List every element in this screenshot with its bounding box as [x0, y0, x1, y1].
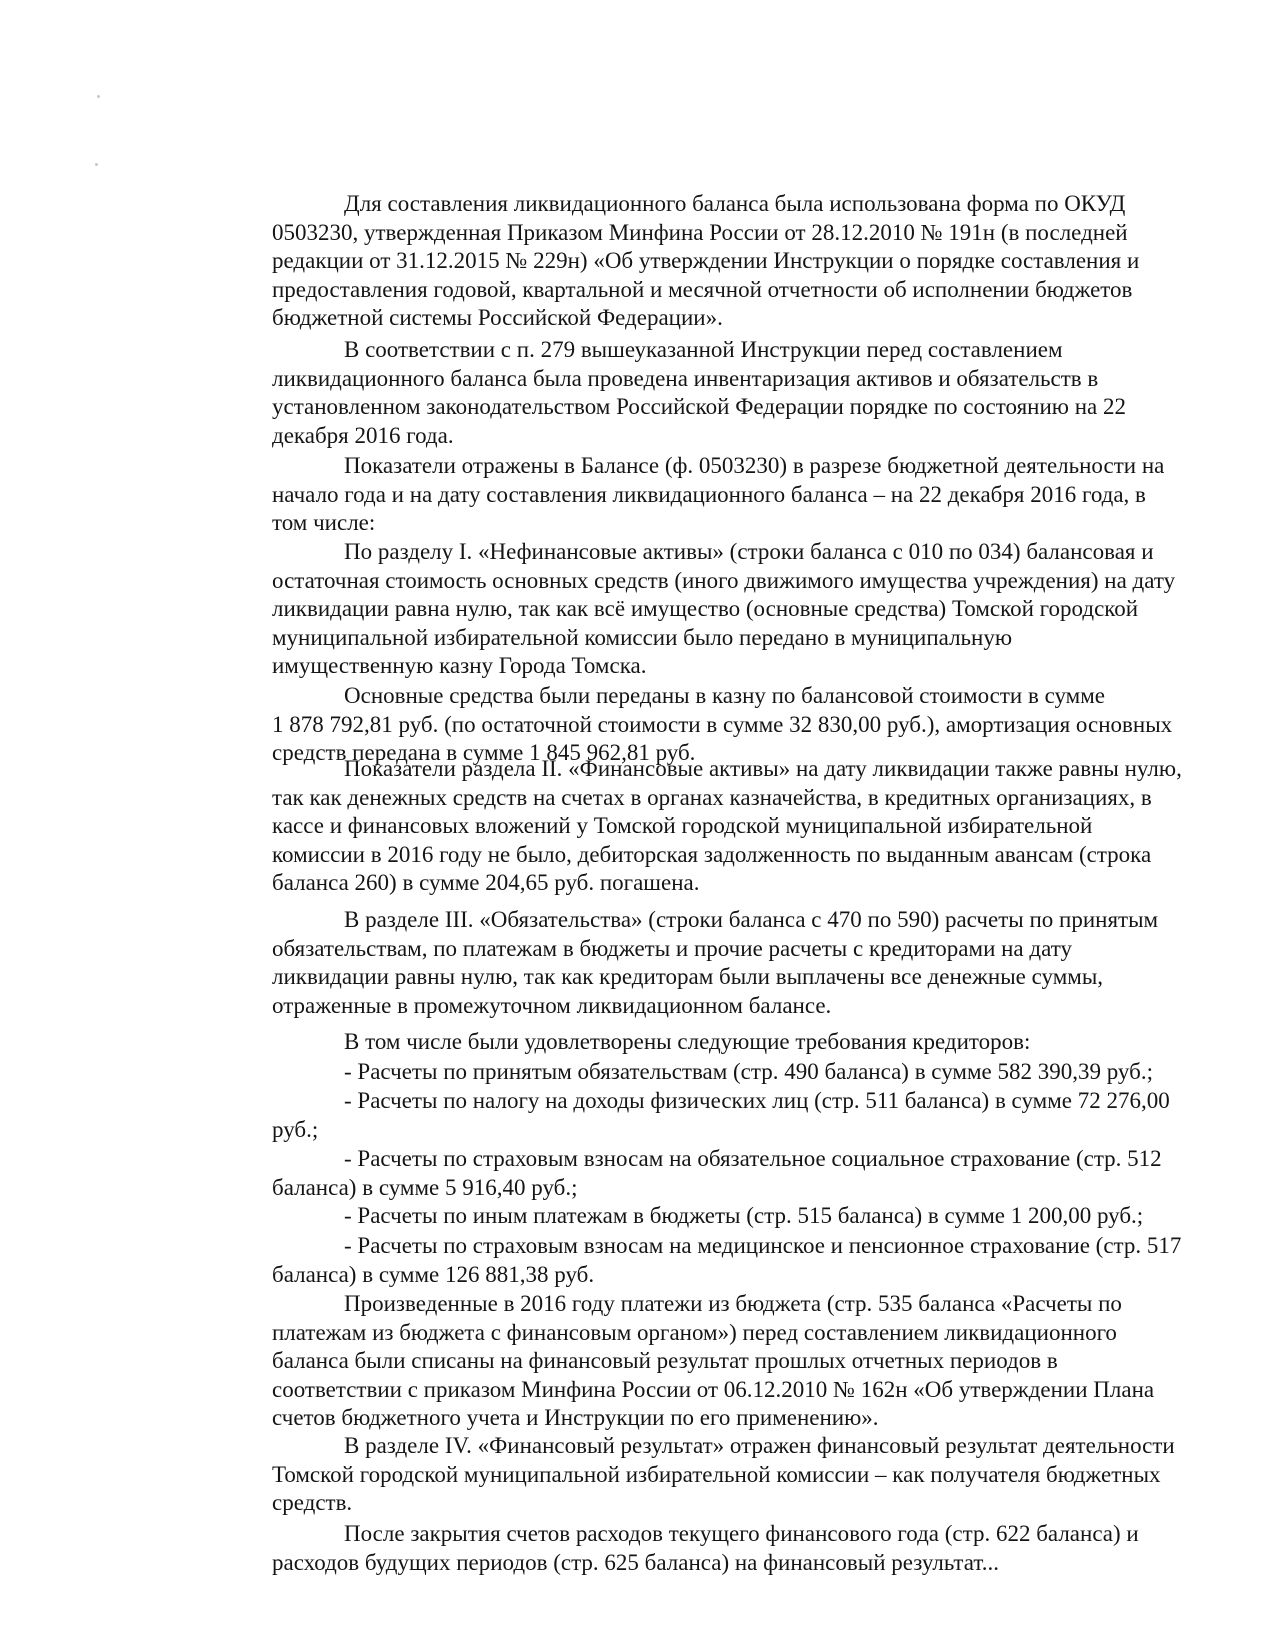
- text-line: - Расчеты по страховым взносам на обязательное социальное страхование (стр. 512: [344, 1146, 1162, 1171]
- text-line: 1 878 792,81 руб. (по остаточной стоимости в сумме 32 830,00 руб.), амортизация основных: [272, 711, 1173, 737]
- paragraph: [272, 190, 1272, 333]
- text-line: Показатели отражены в Балансе (ф. 0503230) в разрезе бюджетной деятельности на: [344, 453, 1165, 478]
- text-line: кассе и финансовых вложений у Томской городской муниципальной избирательной: [272, 813, 1093, 838]
- text-line: декабря 2016 года.: [272, 422, 454, 448]
- text-line: счетов бюджетного учета и Инструкции по его применению».: [272, 1405, 879, 1430]
- scan-speck: [95, 163, 98, 166]
- text-line: После закрытия счетов расходов текущего финансового года (стр. 622 баланса) и: [344, 1521, 1139, 1546]
- text-line: баланса) в сумме 126 881,38 руб.: [272, 1261, 595, 1287]
- paragraph: [272, 1028, 1272, 1057]
- paragraph: [272, 452, 1272, 538]
- paragraph: [272, 755, 1272, 898]
- text-line: баланса были списаны на финансовый результат прошлых отчетных периодов в: [272, 1348, 1058, 1373]
- text-line: В соответствии с п. 279 вышеуказанной Инструкции перед составлением: [344, 337, 1063, 362]
- text-line: установленном законодательством Российской Федерации порядке по состоянию на 22: [272, 394, 1126, 419]
- text-line: средств.: [272, 1490, 353, 1515]
- paragraph: [272, 1432, 1272, 1518]
- paragraph: [272, 336, 1272, 450]
- text-line: баланса) в сумме 5 916,40 руб.;: [272, 1174, 578, 1200]
- text-line: имущественную казну Города Томска.: [272, 653, 647, 678]
- paragraph: [272, 538, 1272, 681]
- text-line: редакции от 31.12.2015 № 229н) «Об утверждении Инструкции о порядке составления и: [272, 248, 1140, 273]
- paragraph: [272, 1290, 1272, 1433]
- paragraph: [272, 906, 1272, 1020]
- text-line: ликвидации равна нулю, так как всё имущество (основные средства) Томской городской: [272, 596, 1139, 621]
- text-line: начало года и на дату составления ликвидационного баланса – на 22 декабря 2016 года, в: [272, 481, 1146, 507]
- text-line: соответствии с приказом Минфина России от 06.12.2010 № 162н «Об утверждении Плана: [272, 1376, 1155, 1402]
- text-line: - Расчеты по принятым обязательствам (стр. 490 баланса) в сумме 582 390,39 руб.;: [344, 1059, 1153, 1084]
- text-line: Томской городской муниципальной избирательной комиссии – как получателя бюджетных: [272, 1461, 1161, 1487]
- text-line: - Расчеты по налогу на доходы физических лиц (стр. 511 баланса) в сумме 72 276,00: [344, 1088, 1170, 1113]
- text-line: Для составления ликвидационного баланса была использована форма по ОКУД: [344, 191, 1126, 216]
- text-line: платежам из бюджета с финансовым органом») перед составлением ликвидационного: [272, 1319, 1117, 1345]
- text-line: ликвидационного баланса была проведена инвентаризация активов и обязательств в: [272, 365, 1099, 391]
- text-line: Показатели раздела II. «Финансовые активы» на дату ликвидации также равны нулю,: [344, 756, 1182, 781]
- text-line: предоставления годовой, квартальной и месячной отчетности об исполнении бюджетов: [272, 276, 1133, 302]
- text-line: комиссии в 2016 году не было, дебиторская задолженность по выданным авансам (строка: [272, 841, 1152, 867]
- paragraph: [272, 1087, 1272, 1144]
- paragraph: [272, 1520, 1272, 1577]
- text-line: руб.;: [272, 1116, 319, 1142]
- text-line: - Расчеты по иным платежам в бюджеты (стр. 515 баланса) в сумме 1 200,00 руб.;: [344, 1203, 1144, 1228]
- scan-speck: [97, 95, 100, 98]
- text-line: муниципальной избирательной комиссии было передано в муниципальную: [272, 624, 1013, 650]
- text-line: отраженные в промежуточном ликвидационном балансе.: [272, 992, 832, 1018]
- text-line: Произведенные в 2016 году платежи из бюджета (стр. 535 баланса «Расчеты по: [344, 1291, 1122, 1316]
- text-line: обязательствам, по платежам в бюджеты и прочие расчеты с кредиторами на дату: [272, 935, 1072, 961]
- text-line: ликвидации равны нулю, так как кредиторам были выплачены все денежные суммы,: [272, 964, 1104, 989]
- text-line: Основные средства были переданы в казну по балансовой стоимости в сумме: [344, 683, 1105, 708]
- text-line: том числе:: [272, 510, 376, 535]
- paragraph: [272, 1232, 1272, 1289]
- text-line: В разделе IV. «Финансовый результат» отражен финансовый результат деятельности: [344, 1433, 1175, 1458]
- text-line: - Расчеты по страховым взносам на медицинское и пенсионное страхование (стр. 517: [344, 1233, 1182, 1258]
- text-line: По разделу I. «Нефинансовые активы» (строки баланса с 010 по 034) балансовая и: [344, 539, 1154, 564]
- paragraph: [272, 1058, 1272, 1087]
- text-line: В разделе III. «Обязательства» (строки баланса с 470 по 590) расчеты по принятым: [344, 907, 1159, 932]
- text-line: В том числе были удовлетворены следующие требования кредиторов:: [344, 1029, 1031, 1054]
- text-line: так как денежных средств на счетах в органах казначейства, в кредитных организациях, в: [272, 784, 1152, 810]
- text-line: средств передана в сумме 1 845 962,81 руб.: [272, 740, 696, 765]
- text-line: 0503230, утвержденная Приказом Минфина России от 28.12.2010 № 191н (в последней: [272, 219, 1128, 245]
- paragraph: [272, 1202, 1272, 1231]
- text-line: баланса 260) в сумме 204,65 руб. погашена.: [272, 870, 700, 895]
- text-line: расходов будущих периодов (стр. 625 баланса) на финансовый результат...: [272, 1549, 999, 1575]
- text-line: бюджетной системы Российской Федерации».: [272, 305, 723, 330]
- text-line: остаточная стоимость основных средств (иного движимого имущества учреждения) на дату: [272, 567, 1176, 593]
- paragraph: [272, 1145, 1272, 1202]
